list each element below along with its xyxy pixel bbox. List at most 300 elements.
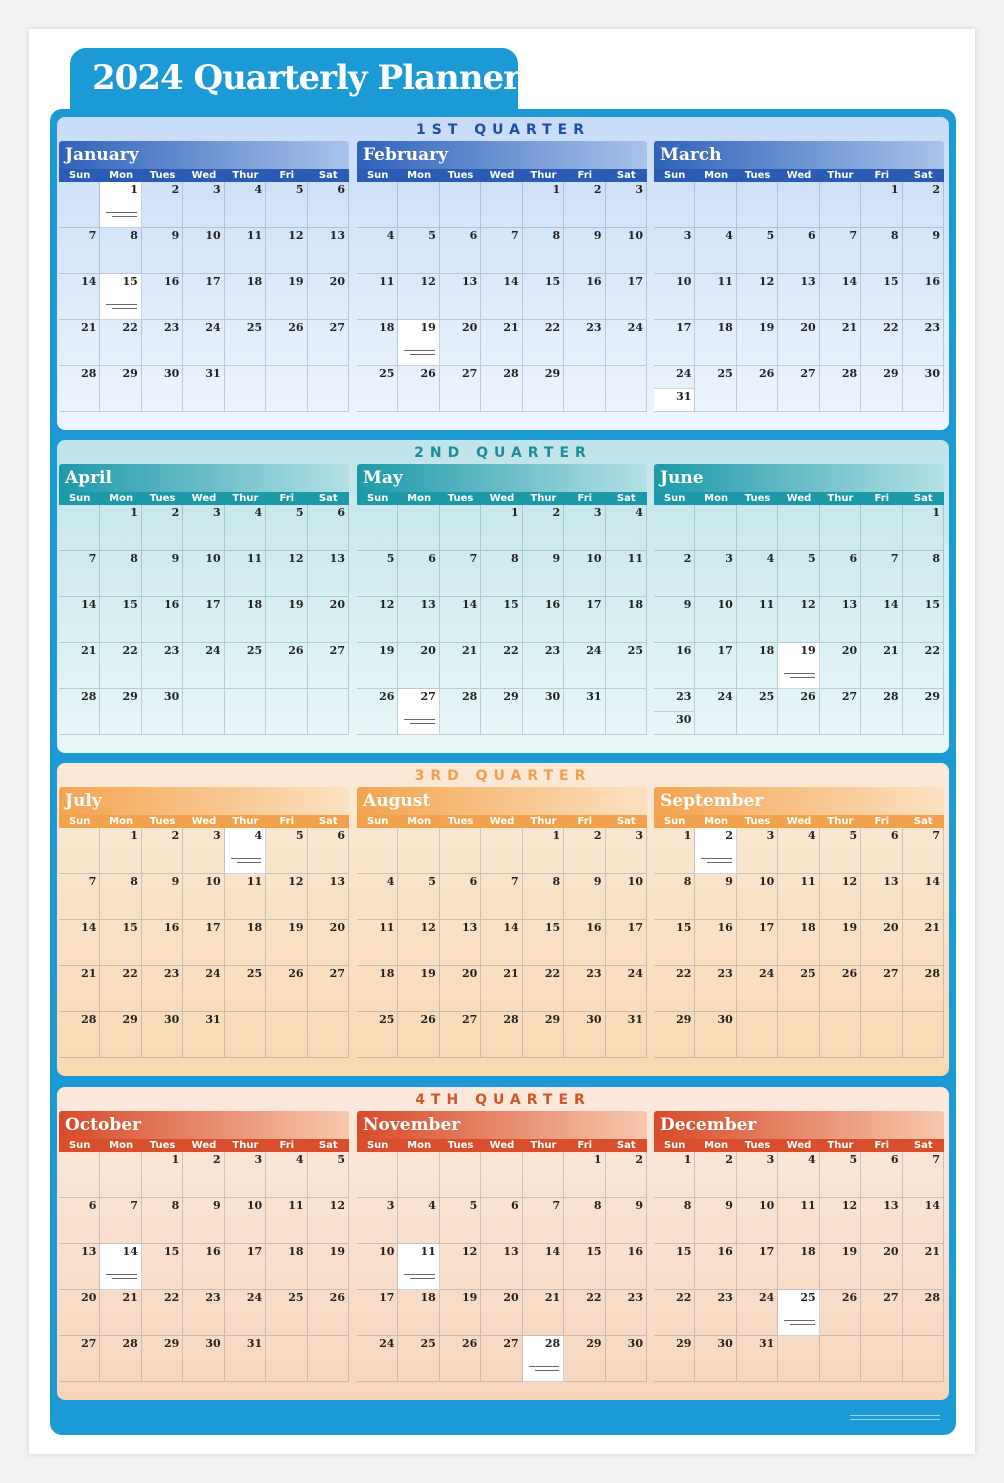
day-cell[interactable] [398,1152,439,1198]
day-cell[interactable] [861,597,902,643]
day-cell[interactable] [440,1152,481,1198]
day-cell[interactable] [903,1012,944,1058]
day-cell[interactable] [225,966,266,1012]
day-cell[interactable] [183,182,224,228]
day-cell[interactable] [778,274,819,320]
day-cell[interactable] [225,597,266,643]
day-cell[interactable] [861,920,902,966]
day-cell[interactable] [903,966,944,1012]
day-cell[interactable] [59,689,100,735]
day-cell[interactable] [357,1290,398,1336]
day-cell[interactable] [737,1012,778,1058]
day-cell[interactable] [861,228,902,274]
day-cell[interactable] [183,274,224,320]
day-cell[interactable] [861,1290,902,1336]
day-cell[interactable] [737,920,778,966]
day-cell[interactable] [59,1198,100,1244]
day-cell[interactable] [737,274,778,320]
day-cell[interactable] [398,1290,439,1336]
day-cell[interactable] [225,643,266,689]
day-cell[interactable] [308,366,349,412]
day-cell[interactable] [308,1012,349,1058]
day-cell[interactable] [308,228,349,274]
day-cell[interactable] [564,228,605,274]
day-cell[interactable] [481,320,522,366]
day-cell[interactable] [654,551,695,597]
day-cell[interactable] [564,182,605,228]
day-cell[interactable] [903,874,944,920]
day-cell[interactable] [357,643,398,689]
day-cell[interactable] [481,551,522,597]
day-cell[interactable] [266,966,307,1012]
day-cell[interactable] [695,366,736,412]
day-cell[interactable] [308,597,349,643]
day-cell[interactable] [398,182,439,228]
day-cell[interactable] [903,182,944,228]
day-cell[interactable] [654,320,695,366]
day-cell[interactable] [903,274,944,320]
day-cell[interactable] [861,1012,902,1058]
day-cell[interactable] [357,1152,398,1198]
day-cell[interactable] [654,1290,695,1336]
day-cell[interactable] [564,966,605,1012]
day-cell[interactable] [903,597,944,643]
day-cell[interactable] [266,551,307,597]
day-cell[interactable] [820,1336,861,1382]
day-cell[interactable] [357,1244,398,1290]
day-cell[interactable] [398,1336,439,1382]
day-cell[interactable] [523,228,564,274]
day-cell[interactable] [398,1198,439,1244]
day-cell[interactable] [523,1290,564,1336]
day-cell[interactable] [183,966,224,1012]
day-cell[interactable] [225,1198,266,1244]
day-cell[interactable] [606,874,647,920]
day-cell[interactable] [737,1290,778,1336]
day-cell[interactable] [266,505,307,551]
day-cell[interactable] [903,1152,944,1198]
day-cell[interactable] [357,966,398,1012]
day-cell[interactable] [440,1336,481,1382]
day-cell[interactable] [654,689,695,735]
day-cell[interactable] [564,320,605,366]
day-cell[interactable] [183,874,224,920]
day-cell[interactable] [861,1244,902,1290]
day-cell[interactable] [100,643,141,689]
day-cell[interactable] [183,1244,224,1290]
day-cell[interactable] [654,182,695,228]
day-cell[interactable] [100,505,141,551]
day-cell[interactable] [59,874,100,920]
day-cell[interactable] [266,828,307,874]
day-cell[interactable] [398,920,439,966]
day-cell[interactable] [357,689,398,735]
day-cell[interactable] [695,320,736,366]
day-cell[interactable] [100,1244,141,1290]
day-cell[interactable] [357,505,398,551]
day-cell[interactable] [606,689,647,735]
day-cell[interactable] [100,1198,141,1244]
day-cell[interactable] [225,689,266,735]
day-cell[interactable] [523,1152,564,1198]
day-cell[interactable] [695,228,736,274]
day-cell[interactable] [440,366,481,412]
day-cell[interactable] [737,966,778,1012]
day-cell[interactable] [308,828,349,874]
day-cell[interactable] [142,182,183,228]
day-cell[interactable] [266,366,307,412]
day-cell[interactable] [100,920,141,966]
day-cell[interactable] [820,920,861,966]
day-cell[interactable] [820,828,861,874]
day-cell[interactable] [737,505,778,551]
day-cell[interactable] [59,1152,100,1198]
day-cell[interactable] [398,551,439,597]
day-cell[interactable] [820,505,861,551]
day-cell[interactable] [606,320,647,366]
day-cell[interactable] [523,182,564,228]
day-cell[interactable] [440,1244,481,1290]
day-cell[interactable] [357,366,398,412]
day-cell[interactable] [100,1290,141,1336]
day-cell[interactable] [820,551,861,597]
day-cell[interactable] [654,828,695,874]
day-cell[interactable] [266,182,307,228]
day-cell[interactable] [695,1336,736,1382]
day-cell[interactable] [225,1290,266,1336]
day-cell[interactable] [440,828,481,874]
day-cell[interactable] [266,920,307,966]
day-cell[interactable] [308,966,349,1012]
day-cell[interactable] [183,1336,224,1382]
day-cell[interactable] [861,1336,902,1382]
day-cell[interactable] [357,182,398,228]
day-cell[interactable] [606,1336,647,1382]
day-cell[interactable] [357,320,398,366]
day-cell[interactable] [142,1290,183,1336]
day-cell[interactable] [523,274,564,320]
day-cell[interactable] [523,874,564,920]
day-cell[interactable] [606,1198,647,1244]
day-cell[interactable] [654,920,695,966]
day-cell[interactable] [142,320,183,366]
day-cell[interactable] [100,366,141,412]
day-cell[interactable] [778,643,819,689]
day-cell[interactable] [100,551,141,597]
day-cell[interactable] [59,320,100,366]
day-cell[interactable] [183,551,224,597]
day-cell[interactable] [183,828,224,874]
day-cell[interactable] [481,966,522,1012]
day-cell[interactable] [903,551,944,597]
day-cell[interactable] [59,828,100,874]
day-cell[interactable] [820,966,861,1012]
day-cell[interactable] [100,689,141,735]
day-cell[interactable] [481,1336,522,1382]
day-cell[interactable] [523,551,564,597]
day-cell[interactable] [266,228,307,274]
day-cell[interactable] [59,597,100,643]
day-cell[interactable] [903,505,944,551]
day-cell[interactable] [778,874,819,920]
day-cell[interactable] [183,505,224,551]
day-cell[interactable] [398,966,439,1012]
day-cell[interactable] [440,551,481,597]
day-cell[interactable] [861,874,902,920]
day-cell[interactable] [564,1152,605,1198]
day-cell[interactable] [481,1012,522,1058]
day-cell[interactable] [398,228,439,274]
day-cell[interactable] [695,689,736,735]
day-cell[interactable] [142,1244,183,1290]
day-cell[interactable] [564,920,605,966]
day-cell[interactable] [778,689,819,735]
day-cell[interactable] [778,966,819,1012]
day-cell[interactable] [183,1012,224,1058]
day-cell[interactable] [654,1244,695,1290]
day-cell[interactable] [654,366,695,412]
day-cell[interactable] [308,182,349,228]
day-cell[interactable] [606,597,647,643]
day-cell[interactable] [142,505,183,551]
day-cell[interactable] [357,228,398,274]
day-cell[interactable] [606,1152,647,1198]
day-cell[interactable] [606,1244,647,1290]
day-cell[interactable] [606,1012,647,1058]
day-cell[interactable] [183,320,224,366]
day-cell[interactable] [695,920,736,966]
day-cell[interactable] [654,597,695,643]
day-cell[interactable] [903,1290,944,1336]
day-cell[interactable] [737,643,778,689]
day-cell[interactable] [398,1012,439,1058]
day-cell[interactable] [100,874,141,920]
day-cell[interactable] [778,597,819,643]
day-cell[interactable] [564,874,605,920]
day-cell[interactable] [440,320,481,366]
day-cell[interactable] [695,1244,736,1290]
day-cell[interactable] [861,1198,902,1244]
day-cell[interactable] [308,1198,349,1244]
day-cell[interactable] [357,1336,398,1382]
day-cell[interactable] [142,1012,183,1058]
day-cell[interactable] [481,920,522,966]
day-cell[interactable] [695,1152,736,1198]
day-cell[interactable] [142,597,183,643]
day-cell[interactable] [398,597,439,643]
day-cell[interactable] [903,828,944,874]
day-cell[interactable] [564,643,605,689]
day-cell[interactable] [308,920,349,966]
day-cell[interactable] [654,874,695,920]
day-cell[interactable] [903,1336,944,1382]
day-cell[interactable] [737,689,778,735]
day-cell[interactable] [606,182,647,228]
day-cell[interactable] [440,182,481,228]
day-cell[interactable] [440,920,481,966]
day-cell[interactable] [523,597,564,643]
day-cell[interactable] [523,643,564,689]
day-cell[interactable] [820,689,861,735]
day-cell[interactable] [737,1152,778,1198]
day-cell[interactable] [440,274,481,320]
day-cell[interactable] [398,366,439,412]
day-cell[interactable] [778,1336,819,1382]
day-cell[interactable] [308,505,349,551]
day-cell[interactable] [820,1244,861,1290]
day-cell[interactable] [59,551,100,597]
day-cell[interactable] [903,1198,944,1244]
day-cell[interactable] [606,828,647,874]
day-cell[interactable] [59,1336,100,1382]
day-cell[interactable] [308,1290,349,1336]
day-cell[interactable] [523,1198,564,1244]
day-cell[interactable] [820,182,861,228]
day-cell[interactable] [398,505,439,551]
day-cell[interactable] [100,228,141,274]
day-cell[interactable] [308,1336,349,1382]
day-cell[interactable] [142,274,183,320]
day-cell[interactable] [606,505,647,551]
day-cell[interactable] [266,320,307,366]
overflow-day[interactable] [654,711,694,734]
day-cell[interactable] [142,551,183,597]
day-cell[interactable] [695,597,736,643]
day-cell[interactable] [440,505,481,551]
day-cell[interactable] [695,643,736,689]
day-cell[interactable] [59,182,100,228]
day-cell[interactable] [606,551,647,597]
day-cell[interactable] [440,1012,481,1058]
day-cell[interactable] [523,966,564,1012]
day-cell[interactable] [100,1336,141,1382]
day-cell[interactable] [481,505,522,551]
day-cell[interactable] [398,274,439,320]
day-cell[interactable] [225,874,266,920]
day-cell[interactable] [59,1244,100,1290]
day-cell[interactable] [778,366,819,412]
day-cell[interactable] [225,274,266,320]
day-cell[interactable] [606,643,647,689]
day-cell[interactable] [564,1336,605,1382]
day-cell[interactable] [523,366,564,412]
day-cell[interactable] [654,505,695,551]
day-cell[interactable] [523,920,564,966]
day-cell[interactable] [142,643,183,689]
day-cell[interactable] [225,505,266,551]
day-cell[interactable] [695,1198,736,1244]
day-cell[interactable] [861,274,902,320]
day-cell[interactable] [357,597,398,643]
day-cell[interactable] [59,366,100,412]
day-cell[interactable] [266,1336,307,1382]
day-cell[interactable] [100,182,141,228]
day-cell[interactable] [398,689,439,735]
day-cell[interactable] [308,643,349,689]
day-cell[interactable] [142,1336,183,1382]
day-cell[interactable] [398,1244,439,1290]
day-cell[interactable] [481,597,522,643]
day-cell[interactable] [903,366,944,412]
day-cell[interactable] [357,920,398,966]
day-cell[interactable] [266,597,307,643]
day-cell[interactable] [308,1152,349,1198]
day-cell[interactable] [481,366,522,412]
day-cell[interactable] [225,1244,266,1290]
day-cell[interactable] [778,1198,819,1244]
day-cell[interactable] [481,182,522,228]
day-cell[interactable] [225,920,266,966]
day-cell[interactable] [142,689,183,735]
day-cell[interactable] [183,689,224,735]
day-cell[interactable] [820,1198,861,1244]
day-cell[interactable] [861,505,902,551]
day-cell[interactable] [183,366,224,412]
day-cell[interactable] [861,320,902,366]
day-cell[interactable] [654,1198,695,1244]
day-cell[interactable] [100,597,141,643]
day-cell[interactable] [778,1244,819,1290]
day-cell[interactable] [142,1152,183,1198]
day-cell[interactable] [861,1152,902,1198]
day-cell[interactable] [778,1152,819,1198]
day-cell[interactable] [820,228,861,274]
day-cell[interactable] [606,228,647,274]
day-cell[interactable] [142,828,183,874]
day-cell[interactable] [861,966,902,1012]
day-cell[interactable] [183,1198,224,1244]
day-cell[interactable] [778,551,819,597]
day-cell[interactable] [308,274,349,320]
day-cell[interactable] [737,597,778,643]
day-cell[interactable] [861,828,902,874]
day-cell[interactable] [481,1244,522,1290]
day-cell[interactable] [606,966,647,1012]
day-cell[interactable] [564,1290,605,1336]
day-cell[interactable] [183,597,224,643]
day-cell[interactable] [903,643,944,689]
day-cell[interactable] [308,320,349,366]
day-cell[interactable] [564,274,605,320]
day-cell[interactable] [440,643,481,689]
day-cell[interactable] [564,828,605,874]
day-cell[interactable] [606,920,647,966]
day-cell[interactable] [357,1198,398,1244]
day-cell[interactable] [654,274,695,320]
day-cell[interactable] [654,966,695,1012]
day-cell[interactable] [481,828,522,874]
day-cell[interactable] [861,689,902,735]
day-cell[interactable] [695,966,736,1012]
day-cell[interactable] [142,874,183,920]
day-cell[interactable] [695,274,736,320]
day-cell[interactable] [737,1336,778,1382]
day-cell[interactable] [654,228,695,274]
day-cell[interactable] [183,228,224,274]
day-cell[interactable] [142,366,183,412]
day-cell[interactable] [142,228,183,274]
day-cell[interactable] [778,828,819,874]
day-cell[interactable] [778,1290,819,1336]
day-cell[interactable] [266,1198,307,1244]
day-cell[interactable] [654,1336,695,1382]
day-cell[interactable] [903,689,944,735]
day-cell[interactable] [225,182,266,228]
day-cell[interactable] [357,874,398,920]
day-cell[interactable] [266,874,307,920]
day-cell[interactable] [225,1152,266,1198]
day-cell[interactable] [357,828,398,874]
